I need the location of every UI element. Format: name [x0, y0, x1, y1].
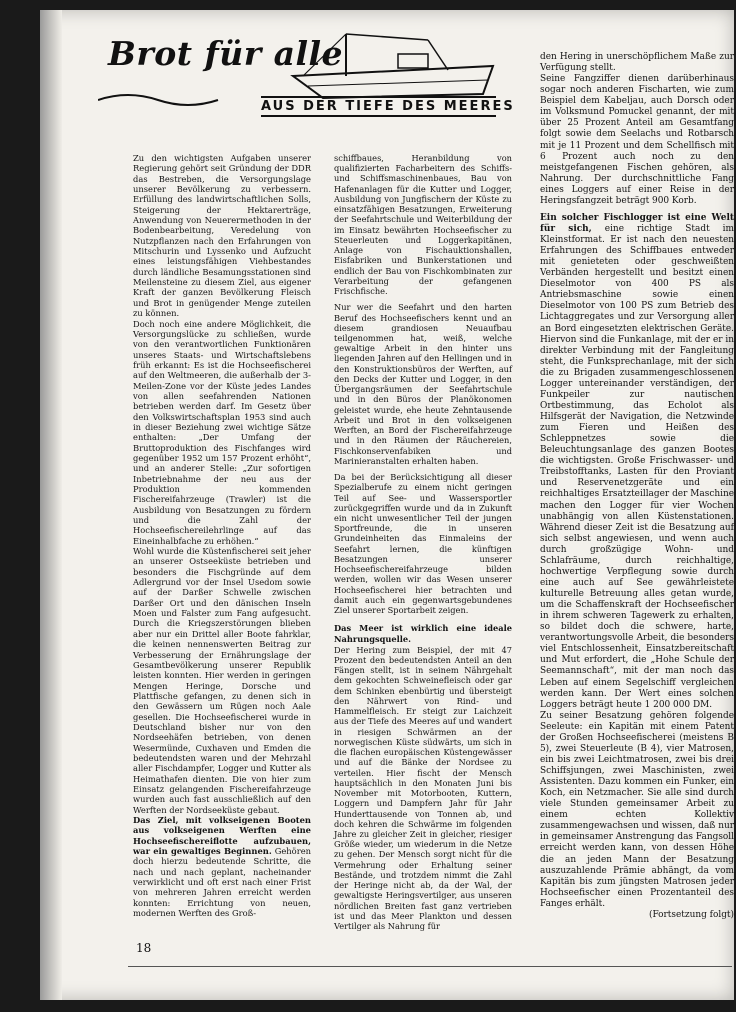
paragraph: Doch noch eine andere Möglichkeit, die Versorgungslücke zu schließen, wurde von den verantwortlichen Funktionären unseres Staats- und Wirtschaftslebens früh erkannt: Es ist die Hochseefischerei auf den Weltmeeren, die außerhalb der 3-Meilen-Zone vor der Küste jedes Landes von allen seefahrenden Nationen betrieben werden darf. Im Gesetz über den Volkswirtschaftsplan 1953 sind auch in dieser Beziehung zwei wichtige Sätze enthalten: „Der Umfang der Bruttoproduktion des Fischfanges wird gegenüber 1952 um 157 Prozent erhöht“, und an anderer Stelle: „Zur sofortigen Inbetriebnahme der neu aus der Produktion kommenden Fischereifahrzeuge (Trawler) ist die Ausbildung von Besatzungen zu fördern und die Zahl der Hochseefischereilehrlinge auf das Eineinhalbfache zu erhöhen.“: [133, 318, 311, 546]
text-column-1: [133, 153, 311, 918]
page-binding-edge: [40, 10, 62, 1000]
paragraph: [540, 213, 734, 711]
article-title: Brot für alle: [108, 34, 344, 73]
text-column-3: [540, 52, 734, 921]
paragraph: Nur wer die Seefahrt und den harten Beruf des Hochseefischers kennt und an diesem grandiosen Neuaufbau teilgenommen hat, weiß, welche gewaltige Arbeit in den hinter uns liegenden Jahren auf den Hellingen und in den Konstruktionsbüros der Werften, auf den Decks der Kutter und Logger, in den Übergangsräumen der Seefahrtschule und in den Büros der Planökonomen geleistet wurde, ehe heute Zehntausende Arbeit und Brot in den volkseigenen Werften, an Bord der Fischereifahrzeuge und in den Räumen der Räuchereien, Fischkonservenfabiken und Marinieranstalten erhalten haben.: [334, 302, 512, 466]
paragraph: Der Hering zum Beispiel, der mit 47 Prozent den bedeutendsten Anteil an den Fängen stellt, ist in seinem Nährgehalt dem gekochten Schweinefleisch oder gar dem Schinken ebenbürtig und übersteigt den Nährwert von Rind- und Hammelfleisch. Er steigt zur Laichzeit aus der Tiefe des Meeres auf und wandert in riesigen Schwärmen an der norwegischen Küste südwärts, um sich in die flachen europäischen Küstengewässer und auf die Bänke der Nordsee zu verteilen. Hier fischt der Mensch hauptsächlich in den Monaten Juni bis November mit Motorbooten, Kuttern, Loggern und Dampfern Jahr für Jahr Hunderttausende von Tonnen ab, und doch kehren die Schwärme im folgenden Jahre zu gleicher Zeit in gleicher, riesiger Größe wieder, um wiederum in die Netze zu gehen. Der Mensch sorgt nicht für die Vermehrung oder Erhaltung seiner Bestände, und trotzdem nimmt die Zahl der Heringe nicht ab, da der Wal, der gewaltigste Heringsvertilger, aus unseren nördlichen Breiten fast ganz vertrieben ist und das Meer Plankton und dessen Vertilger als Nahrung für: [334, 644, 512, 932]
paragraph-text: Gehören doch hierzu bedeutende Schritte, die nach und nach geplant, nacheinander verwirklicht und oft erst nach einer Frist von mehreren Jahren erreicht werden konnten: Errichtung von neuen, modernen Werften des Groß-: [133, 846, 311, 919]
paragraph-text: eine richtige Stadt im Kleinstformat. Er ist nach den neuesten Erfahrungen des Schiffbaues entweder mit genieteten oder geschweißten Verbänden hergestellt und besitzt einen Dieselmotor von 400 PS als Antriebsmaschine sowie einen Dieselmotor von 100 PS zum Betrieb des Lichtaggregates und zur Versorgung aller an Bord eingesetzten elektrischen Geräte. Hiervon sind die Funkanlage, mit der er in direkter Verbindung mit der Fangleitung steht, die Funksprechanlage, mit der sich die zu Brigaden zusammengeschlossenen Logger untereinander verständigen, der Funkpeiler zur nautischen Ortbestimmung, das Echolot als Hilfsgerät der Navigation, die Netzwinde zum Fieren und Heißen des Schleppnetzes sowie die Beleuchtungsanlage des ganzen Bootes die wichtigsten. Große Frischwasser- und Treibstofftanks, Lasten für den Proviant und Reservenetzgeräte und ein reichhaltiges Ersatzteillager der Maschine machen den Logger für vier Wochen unabhängig von allen Küstenstationen. Während dieser Zeit ist die Besatzung auf sich selbst angewiesen, und wenn auch durch großzügige Wohn- und Schlafräume, durch reichhaltige, hochwertige Verpflegung sowie durch eine auch auf See gewährleistete kulturelle Betreuung alles getan wurde, um die Schaffenskraft der Hochseefischer in ihrem schweren Tagewerk zu erhalten, so bildet doch die schwere, harte, verantwortungsvolle Arbeit, die besonders viel Entschlossenheit, Einsatzbereitschaft und Mut erfordert, die „Hohe Schule der Seemannschaft“, mit der man noch das Leben auf einem Segelschiff vergleichen werden kann. Der Wert eines solchen Loggers beträgt heute 1 200 000 DM.: [540, 223, 734, 710]
article-header: [98, 28, 518, 116]
section-heading: Das Meer ist wirklich eine ideale Nahrungsquelle.: [334, 623, 512, 644]
paragraph: Zu seiner Besatzung gehören folgende Seeleute: ein Kapitän mit einem Patent der Großen Hochseefischerei (meistens B 5), zwei Steuerleute (B 4), vier Matrosen, ein bis zwei Leichtmatrosen, zwei bis drei Schiffsjungen, zwei Maschinisten, zwei Assistenten. Dazu kommen ein Funker, ein Koch, ein Netzmacher. Sie alle sind durch viele Stunden gemeinsamer Arbeit zu einem echten Kollektiv zusammengewachsen und wissen, daß nur in gemeinsamer Anstrengung das Fangsoll erreicht werden kann, von dessen Höhe die an jeden Mann der Besatzung auszuzahlende Prämie abhängt, da vom Kapitän bis zum jüngsten Matrosen jeder Hochseefischer einen Prozentanteil des Fanges erhält.: [540, 710, 734, 909]
inline-heading: Ein solcher Fischlogger ist eine Welt für sich,: [540, 212, 734, 234]
footer-rule: [128, 966, 732, 967]
article-subtitle: AUS DER TIEFE DES MEERES: [261, 96, 496, 117]
paragraph: Zu den wichtigsten Aufgaben unserer Regierung gehört seit Gründung der DDR das Bestreben, die Versorgungslage unserer Bevölkerung zu verbessern. Erfüllung des landwirtschaftlichen Solls, Steigerung der Hektarerträge, Anwendung von Neuerermethoden in der Bodenbearbeitung, Veredelung von Nutzpflanzen nach den Erfahrungen von Mitschurin und Lyssenko und Aufzucht eines leistungsfähigen Viehbestandes durch ländliche Besamungsstationen sind Meilensteine zu diesem Ziel, aus eigener Kraft der ganzen Bevölkerung Fleisch und Brot in genügender Menge zuteilen zu können.: [133, 153, 311, 319]
paragraph: Seine Fangziffer dienen darüberhinaus sogar noch anderen Fischarten, wie zum Beispiel dem Kabeljau, auch Dorsch oder im Volksmund Pomuckel genannt, der mit über 25 Prozent Anteil am Gesamtfang folgt sowie dem Seelachs und Rotbarsch mit je 11 Prozent und dem Schellfisch mit 6 Prozent auch noch zu den meistgefangenen Fischen gehören, als Nahrung. Der durchschnittliche Fang eines Loggers auf einer Reise in der Heringsfangzeit beträgt 900 Korb.: [540, 74, 734, 206]
paragraph: Da bei der Berücksichtigung all dieser Spezialberufe zu einem nicht geringen Teil auf See- und Wassersportler zurückgegriffen wurde und da in Zukunft ein nicht unwesentlicher Teil der jungen Sportfreunde, die in unseren Grundeinheiten das Einmaleins der Seefahrt lernen, die künftigen Besatzungen unserer Hochseefischereifahrzeuge bilden werden, wollen wir das Wesen unserer Hochseefischerei hier betrachten und damit auch ein gegenwartsgebundenes Ziel unserer Sportarbeit zeigen.: [334, 472, 512, 616]
page-number: 18: [136, 941, 152, 955]
inline-heading: Das Ziel, mit volkseigenen Booten aus volkseigenen Werften eine Hochseefischereiflotte aufzubauen, war ein gewaltiges Beginnen.: [133, 815, 311, 857]
paragraph: Wohl wurde die Küstenfischerei seit jeher an unserer Ostseeküste betrieben und besonders die Fischgründe auf dem Adlergrund vor der Insel Usedom sowie auf der Darßer Schwelle zwischen Darßer Ort und den dänischen Inseln Moen und Falster zum Fang aufgesucht. Durch die Kriegszerstörungen blieben aber nur ein Drittel aller Boote fahrklar, die keinen nennenswerten Beitrag zur Verbesserung der Ernährungslage der Gesamtbevölkerung unserer Republik leisten konnten. Hier werden in geringen Mengen Heringe, Dorsche und Plattfische gefangen, zu denen sich in den Gewässern um Rügen noch Aale gesellen. Die Hochseefischerei wurde in Deutschland bisher nur von den Nordseehäfen betrieben, von denen Wesermünde, Cuxhaven und Emden die bedeutendsten waren und der Mehrzahl aller Fischdampfer, Logger und Kutter als Heimathafen dienten. Die von hier zum Einsatz gelangenden Fischereifahrzeuge wurden auch fast ausschließlich auf den Werften der Nordseeküste gebaut.: [133, 546, 311, 815]
paragraph: schiffbaues, Heranbildung von qualifizierten Facharbeitern des Schiffs- und Schiffsmaschinenbaues, Bau von Hafenanlagen für die Kutter und Logger, Ausbildung von Jungfischern der Küste zu einsatzfähigen Besatzungen, Erweiterung der Seefahrtschule und Weiterbildung der im Einsatz bewährten Hochseefischer zu Steuerleuten und Loggerkapitänen, Anlage von Fischauktionshallen, Eisfabriken und Bunkerstationen und endlich der Bau von Fischkombinaten zur Verarbeitung der gefangenen Frischfische.: [334, 153, 512, 297]
paragraph: den Hering in unerschöpflichem Maße zur Verfügung stellt.: [540, 52, 734, 74]
text-column-2: [334, 153, 512, 931]
continuation-note: (Fortsetzung folgt): [648, 909, 734, 920]
paragraph: [133, 815, 311, 918]
